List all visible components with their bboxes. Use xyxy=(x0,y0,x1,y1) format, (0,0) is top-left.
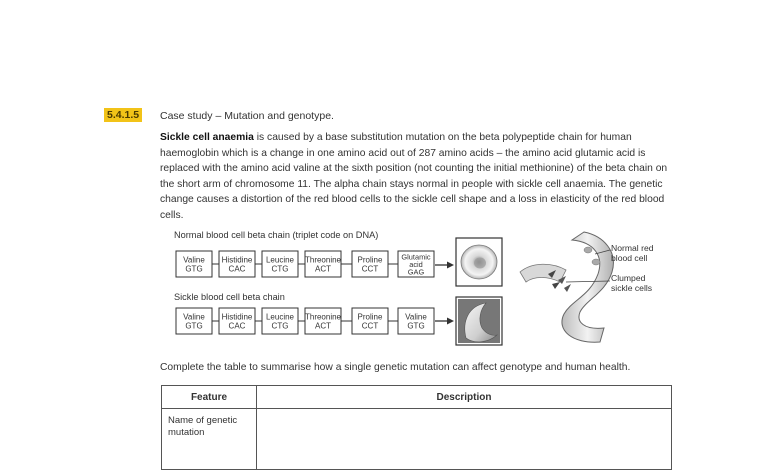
sickle-chain-codon: GTG xyxy=(185,321,203,331)
header-description: Description xyxy=(257,386,672,409)
label-clumped-sickle-2: sickle cells xyxy=(611,283,653,293)
normal-chain-amino-acid: Leucine xyxy=(265,255,295,265)
normal-chain-amino-acid: Proline xyxy=(357,255,383,265)
sickle-chain-caption: Sickle blood cell beta chain xyxy=(174,292,285,302)
sickle-cell-image xyxy=(456,297,502,345)
sickle-chain-codon: CAC xyxy=(228,321,246,331)
sickle-beta-chain xyxy=(176,308,434,334)
section-number: 5.4.1.5 xyxy=(104,108,142,122)
sickle-chain-amino-acid: Proline xyxy=(357,312,383,322)
normal-chain-amino-acid: acid xyxy=(409,260,423,269)
table-header-row xyxy=(162,386,672,409)
normal-chain-codon: CCT xyxy=(361,264,379,274)
normal-chain-amino-acid: Threonine xyxy=(304,255,342,265)
arrow-to-normal-cell xyxy=(435,262,454,269)
sickle-chain-amino-acid: Valine xyxy=(183,312,205,322)
summary-table xyxy=(161,385,672,470)
label-normal-red-cell-2: blood cell xyxy=(611,253,648,263)
intro-body: is caused by a base substitution mutation on the beta polypeptide chain for human haemoglobin which is a change in one amino acid out of 287 amino acids – the amino acid glutamic acid is replaced with the amino acid valine at the sixth position (not counting the initial methionine) of the beta chain on the short arm of chromosome 11. The alpha chain stays normal in people with sickle cell anaemia. The genetic change causes a distortion of the red blood cells to the sickle cell shape and a loss in elasticity of the red blood cells. xyxy=(160,132,668,221)
sickle-chain-codon: GTG xyxy=(407,321,425,331)
label-clumped-sickle-1: Clumped xyxy=(611,273,646,283)
header-feature: Feature xyxy=(162,386,257,409)
description-cell[interactable] xyxy=(257,409,672,470)
sickle-chain-amino-acid: Leucine xyxy=(265,312,295,322)
sickle-chain-amino-acid: Valine xyxy=(405,312,427,322)
section-title: Case study – Mutation and genotype. xyxy=(160,110,334,122)
normal-chain-amino-acid: Histidine xyxy=(221,255,253,265)
sickle-chain-codon: CCT xyxy=(361,321,379,331)
normal-chain-codon: GTG xyxy=(185,264,203,274)
sickle-chain-amino-acid: Histidine xyxy=(221,312,253,322)
normal-chain-codon: ACT xyxy=(315,264,331,274)
intro-bold-term: Sickle cell anaemia xyxy=(160,132,254,143)
normal-chain-amino-acid: Glutamic xyxy=(401,252,431,262)
arrow-to-sickle-cell xyxy=(435,318,454,325)
normal-chain-caption: Normal blood cell beta chain (triplet code on DNA) xyxy=(174,230,379,240)
feature-cell: Name of genetic mutation xyxy=(162,409,257,470)
label-normal-red-cell-1: Normal red xyxy=(611,243,654,253)
sickle-chain-codon: ACT xyxy=(315,321,331,331)
normal-beta-chain xyxy=(176,251,434,277)
normal-chain-amino-acid: Valine xyxy=(183,255,205,265)
normal-red-blood-cell-image xyxy=(456,238,502,286)
sickle-chain-codon: CTG xyxy=(271,321,289,331)
instruction-text: Complete the table to summarise how a single genetic mutation can affect genotype and human health. xyxy=(160,362,631,373)
normal-chain-codon: GAG xyxy=(407,267,425,277)
normal-chain-codon: CAC xyxy=(228,264,246,274)
normal-chain-codon: CTG xyxy=(271,264,289,274)
blood-vessel-illustration xyxy=(520,232,613,342)
sickle-chain-amino-acid: Threonine xyxy=(304,312,342,322)
table-row xyxy=(162,409,672,470)
